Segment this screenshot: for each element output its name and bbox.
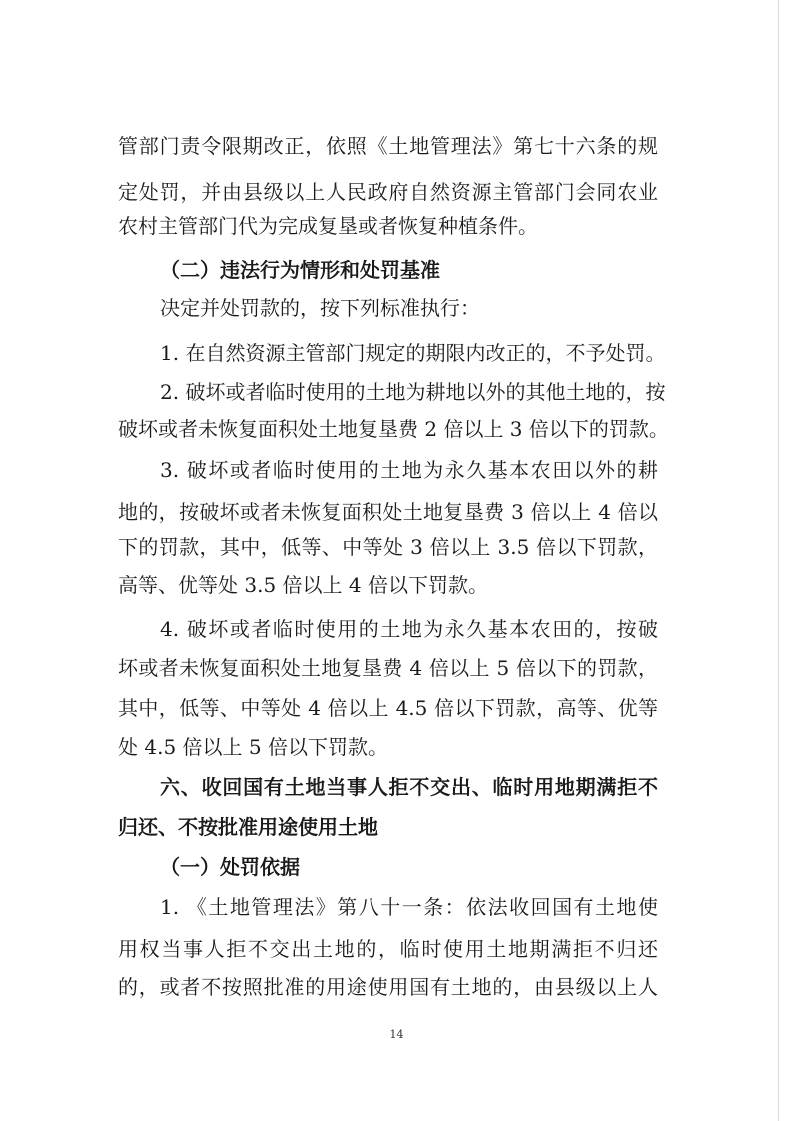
- section-heading: （一）处罚依据: [160, 855, 300, 879]
- body-line: 1. 在自然资源主管部门规定的期限内改正的，不予处罚。: [160, 341, 666, 365]
- body-line: 破坏或者未恢复面积处土地复垦费 2 倍以上 3 倍以下的罚款。: [118, 417, 669, 441]
- body-line: 下的罚款，其中，低等、中等处 3 倍以上 3.5 倍以下罚款，: [118, 535, 658, 559]
- body-line: 3. 破坏或者临时使用的土地为永久基本农田以外的耕: [160, 458, 658, 482]
- body-line: 定处罚，并由县级以上人民政府自然资源主管部门会同农业: [118, 180, 658, 204]
- section-heading: 六、收回国有土地当事人拒不交出、临时用地期满拒不: [160, 775, 658, 799]
- section-heading: （二）违法行为情形和处罚基准: [160, 258, 440, 282]
- body-line: 2. 破坏或者临时使用的土地为耕地以外的其他土地的，按: [160, 380, 666, 404]
- body-line: 农村主管部门代为完成复垦或者恢复种植条件。: [118, 214, 538, 238]
- body-line: 管部门责令限期改正，依照《土地管理法》第七十六条的规: [118, 134, 658, 158]
- body-line: 处 4.5 倍以上 5 倍以下罚款。: [118, 735, 388, 759]
- body-line: 用权当事人拒不交出土地的，临时使用土地期满拒不归还: [118, 937, 658, 961]
- body-line: 地的，按破坏或者未恢复面积处土地复垦费 3 倍以上 4 倍以: [118, 500, 658, 524]
- body-line: 其中，低等、中等处 4 倍以上 4.5 倍以下罚款，高等、优等: [118, 696, 658, 720]
- body-line: 高等、优等处 3.5 倍以上 4 倍以下罚款。: [118, 573, 488, 597]
- body-line: 坏或者未恢复面积处土地复垦费 4 倍以上 5 倍以下的罚款，: [118, 656, 658, 680]
- body-line: 的，或者不按照批准的用途使用国有土地的，由县级以上人: [118, 975, 658, 999]
- section-heading: 归还、不按批准用途使用土地: [118, 815, 378, 839]
- body-line: 4. 破坏或者临时使用的土地为永久基本农田的，按破: [160, 617, 658, 641]
- body-line: 1. 《土地管理法》第八十一条：依法收回国有土地使: [160, 895, 658, 919]
- body-line: 决定并处罚款的，按下列标准执行：: [160, 296, 480, 320]
- page-number: 14: [389, 1028, 404, 1041]
- scan-edge-line: [778, 0, 779, 1121]
